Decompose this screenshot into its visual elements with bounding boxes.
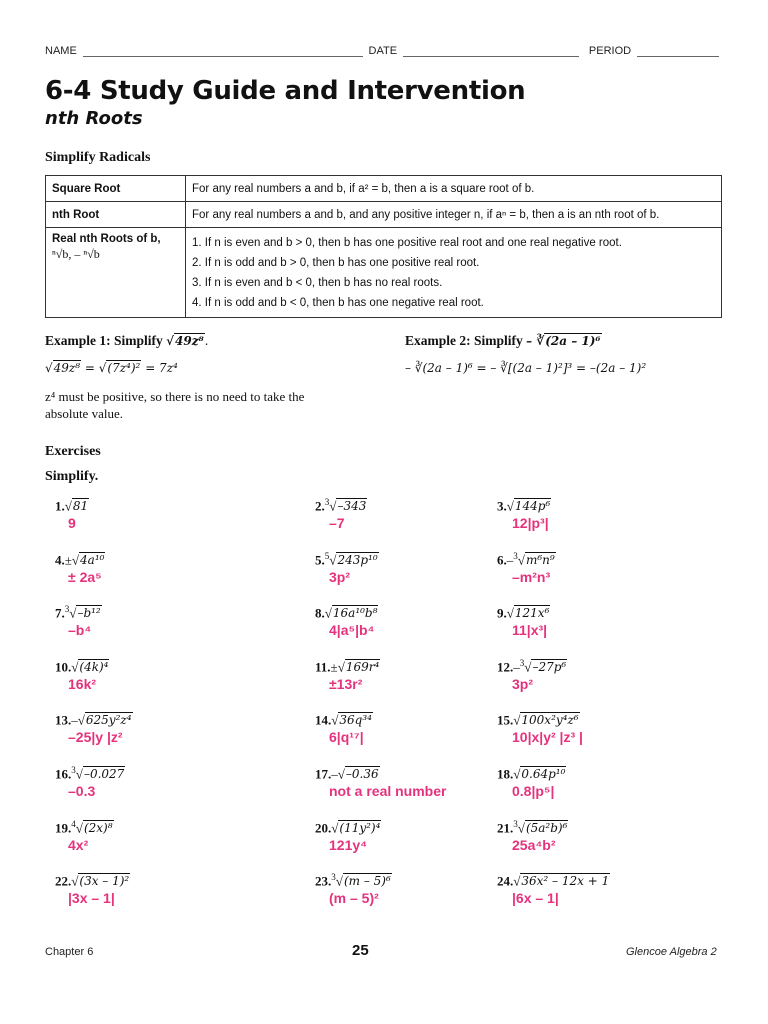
term-real-roots-label: Real nth Roots of b, (52, 233, 161, 245)
exercise-23 (315, 872, 392, 889)
answer-10: 16k² (68, 676, 97, 692)
definition-row-nth-root (46, 202, 722, 228)
radical-index: 3 (513, 819, 518, 829)
term-real-roots-symbols: ⁿ√b, – ⁿ√b (52, 247, 100, 261)
name-label: NAME (45, 45, 77, 57)
radicand: –343 (337, 499, 367, 514)
radical-sign: √ (331, 712, 339, 728)
exercise-22 (55, 872, 130, 889)
example-1-mid: (7z⁴)² (107, 361, 141, 375)
answer-7: –b⁴ (68, 622, 92, 638)
radical-sign: √ (524, 659, 532, 675)
exercise-prefix: – (331, 766, 338, 782)
exercise-21 (497, 819, 568, 836)
answer-20: 121y⁴ (329, 837, 368, 853)
answer-5: 3p² (329, 569, 350, 585)
radical-sign: √ (335, 873, 343, 889)
example-2-heading: Example 2: Simplify – ∛(2a – 1)⁶ (405, 333, 601, 348)
exercise-17 (315, 765, 380, 782)
exercise-7 (55, 604, 102, 621)
radicand: (3x – 1)² (79, 874, 130, 889)
radical-sign: √ (506, 605, 514, 621)
footer-book: Glencoe Algebra 2 (626, 946, 717, 958)
radicand: 169r⁴ (345, 660, 380, 675)
answer-18: 0.8|p⁵| (512, 783, 555, 799)
example-2-work: – ∛(2a – 1)⁶ = – ∛[(2a – 1)²]³ = –(2a – 1)² (405, 361, 647, 375)
exercise-3 (497, 497, 551, 514)
answer-12: 3p² (512, 676, 533, 692)
radical-sign: √ (64, 498, 72, 514)
radicand: 100x²y⁴z⁶ (521, 713, 579, 728)
radical-sign: √ (324, 605, 332, 621)
exercise-number: 2. (315, 498, 325, 514)
radicand: 4a¹⁰ (80, 553, 105, 568)
radical-sign: √ (506, 498, 514, 514)
exercise-number: 23. (315, 873, 332, 889)
radicand: –0.027 (83, 767, 125, 782)
radical-index: 3 (64, 604, 70, 614)
answer-6: –m²n³ (512, 569, 551, 585)
real-roots-rules (186, 228, 722, 318)
radical-sign: √ (513, 712, 521, 728)
radical-index: 3 (519, 658, 525, 668)
definitions-table (45, 175, 722, 318)
example-1-work: √49z⁸ = √(7z⁴)² = 7z⁴ (45, 361, 178, 375)
radicand: 36q³⁴ (339, 713, 372, 728)
radical-index: 5 (324, 551, 330, 561)
radical-sign: √ (517, 820, 525, 836)
radical-sign: √ (337, 659, 345, 675)
answer-9: 11|x³| (512, 622, 548, 638)
answer-3: 12|p³| (512, 515, 549, 531)
definition-row-real-roots (46, 228, 722, 318)
radicand: 243p¹⁰ (337, 553, 378, 568)
answer-16: –0.3 (68, 783, 96, 799)
exercise-number: 9. (497, 605, 507, 621)
radicand: 16a¹⁰b⁸ (332, 606, 378, 621)
exercise-number: 16. (55, 766, 72, 782)
name-blank[interactable] (83, 46, 363, 57)
example-2-expr: (2a – 1)⁶ (545, 334, 601, 348)
exercises-title: Exercises (45, 444, 101, 459)
radicand: –27p⁶ (532, 660, 567, 675)
term-square-root: Square Root (46, 176, 186, 202)
example-1-note: z⁴ must be positive, so there is no need to take the absolute value. (45, 389, 305, 421)
exercises-instruction: Simplify. (45, 469, 99, 484)
exercise-prefix: – (71, 712, 78, 728)
exercise-16 (55, 765, 125, 782)
exercise-8 (315, 604, 378, 621)
exercise-number: 24. (497, 873, 514, 889)
radicand: –0.36 (345, 767, 379, 782)
radical-sign: √ (77, 712, 85, 728)
exercise-number: 12. (497, 659, 514, 675)
exercise-24 (497, 872, 610, 889)
exercise-1 (55, 497, 89, 514)
answer-2: –7 (329, 515, 345, 531)
exercise-4 (55, 551, 105, 568)
radical-sign: √ (513, 873, 521, 889)
answer-15: 10|x|y² |z³ | (512, 729, 583, 745)
exercise-number: 20. (315, 820, 332, 836)
radicand: (2x)⁸ (83, 821, 113, 836)
exercise-18 (497, 765, 566, 782)
answer-17: not a real number (329, 783, 447, 799)
answer-23: (m – 5)² (329, 890, 379, 906)
exercise-20 (315, 819, 381, 836)
definition-nth-root: For any real numbers a and b, and any positive integer n, if aⁿ = b, then a is an nth root of b. (186, 202, 722, 228)
subtitle-n: n (45, 108, 58, 129)
definition-row-square-root (46, 176, 722, 202)
student-info-row (45, 45, 725, 57)
section-heading: Simplify Radicals (45, 150, 151, 165)
exercise-number: 14. (315, 712, 332, 728)
radical-sign: √ (75, 820, 83, 836)
radical-sign: √ (75, 766, 83, 782)
answer-21: 25a⁴b² (512, 837, 556, 853)
period-blank[interactable] (637, 46, 719, 57)
radical-sign: √ (513, 766, 521, 782)
example-1-rhs: = 7z⁴ (145, 361, 178, 375)
rule-1: 1. If n is even and b > 0, then b has one positive real root and one real negative root. (192, 237, 622, 249)
exercise-number: 3. (497, 498, 507, 514)
page-title: 6-4 Study Guide and Intervention (45, 76, 526, 106)
exercise-number: 4. (55, 552, 65, 568)
radicand: (4k)⁴ (79, 660, 109, 675)
example-2-label: Example 2: Simplify (405, 333, 523, 348)
term-nth-root: nth Root (46, 202, 186, 228)
radical-sign: √ (331, 820, 339, 836)
definition-square-root: For any real numbers a and b, if a² = b, then a is a square root of b. (186, 176, 722, 202)
answer-13: –25|y |z² (68, 729, 123, 745)
exercise-number: 11. (315, 659, 331, 675)
exercise-number: 18. (497, 766, 514, 782)
answer-22: |3x – 1| (68, 890, 115, 906)
radicand: 121x⁶ (514, 606, 550, 621)
exercise-6 (497, 551, 556, 568)
exercise-number: 7. (55, 605, 65, 621)
radical-index: 3 (71, 765, 76, 775)
answer-1: 9 (68, 515, 76, 531)
radicand: 81 (72, 499, 89, 514)
example-1-expr: 49z⁸ (175, 334, 204, 348)
exercise-prefix: ± (330, 659, 338, 675)
exercise-number: 13. (55, 712, 72, 728)
answer-14: 6|q¹⁷| (329, 729, 364, 745)
example-1-lhs: 49z⁸ (53, 361, 81, 375)
answer-11: ±13r² (329, 676, 363, 692)
exercise-number: 22. (55, 873, 72, 889)
rule-3: 3. If n is even and b < 0, then b has no real roots. (192, 277, 443, 289)
exercise-number: 8. (315, 605, 325, 621)
radicand: 144p⁶ (514, 499, 551, 514)
footer-chapter: Chapter 6 (45, 946, 94, 958)
exercise-19 (55, 819, 114, 836)
exercise-11 (315, 658, 380, 675)
radicand: m⁶n⁹ (525, 553, 555, 568)
radicand: (5a²b)⁶ (525, 821, 568, 836)
page-subtitle (45, 108, 143, 129)
exercise-5 (315, 551, 379, 568)
radical-index: 4 (71, 819, 76, 829)
term-real-roots (46, 228, 186, 318)
page-number: 25 (352, 942, 369, 959)
rule-2: 2. If n is odd and b > 0, then b has one positive real root. (192, 257, 480, 269)
exercise-number: 15. (497, 712, 514, 728)
exercise-13 (55, 711, 133, 728)
answer-24: |6x – 1| (512, 890, 559, 906)
exercise-15 (497, 711, 580, 728)
radical-index: 3 (324, 497, 330, 507)
exercise-number: 10. (55, 659, 72, 675)
answer-8: 4|a⁵|b⁴ (329, 622, 375, 638)
exercise-number: 17. (315, 766, 332, 782)
date-blank[interactable] (403, 46, 579, 57)
radicand: (11y²)⁴ (339, 821, 381, 836)
answer-19: 4x² (68, 837, 89, 853)
date-label: DATE (368, 45, 398, 57)
radical-index: 3 (331, 872, 336, 882)
rule-4: 4. If n is odd and b < 0, then b has one negative real root. (192, 297, 484, 309)
example-1-heading: Example 1: Simplify √49z⁸. (45, 333, 209, 348)
radical-index: 3 (513, 551, 518, 561)
radical-sign: √ (69, 605, 77, 621)
exercise-prefix: – (513, 659, 520, 675)
radical-sign: √ (337, 766, 345, 782)
exercise-2 (315, 497, 367, 514)
exercise-number: 6. (497, 552, 507, 568)
exercise-prefix: ± (64, 552, 72, 568)
exercise-9 (497, 604, 550, 621)
radicand: 625y²z⁴ (85, 713, 132, 728)
radicand: (m – 5)⁶ (343, 874, 391, 889)
radical-sign: √ (329, 498, 337, 514)
period-label: PERIOD (588, 45, 632, 57)
exercise-number: 1. (55, 498, 65, 514)
radical-sign: √ (329, 552, 337, 568)
exercise-12 (497, 658, 567, 675)
exercise-prefix: – (506, 552, 514, 568)
subtitle-rest: th Roots (57, 108, 143, 129)
answer-4: ± 2a⁵ (68, 569, 102, 585)
exercise-number: 21. (497, 820, 514, 836)
radical-sign: √ (71, 659, 79, 675)
example-2-steps: (2a – 1)⁶ = – ∛[(2a – 1)²]³ = –(2a – 1)² (422, 361, 647, 375)
radical-sign: √ (517, 552, 525, 568)
radicand: –b¹² (77, 606, 101, 621)
exercise-number: 19. (55, 820, 72, 836)
example-1-label: Example 1: Simplify (45, 333, 163, 348)
radicand: 36x² – 12x + 1 (521, 874, 610, 889)
exercise-14 (315, 711, 373, 728)
exercise-number: 5. (315, 552, 325, 568)
radicand: 0.64p¹⁰ (521, 767, 566, 782)
radical-sign: √ (71, 873, 79, 889)
radical-sign: √ (71, 552, 80, 568)
exercise-10 (55, 658, 109, 675)
